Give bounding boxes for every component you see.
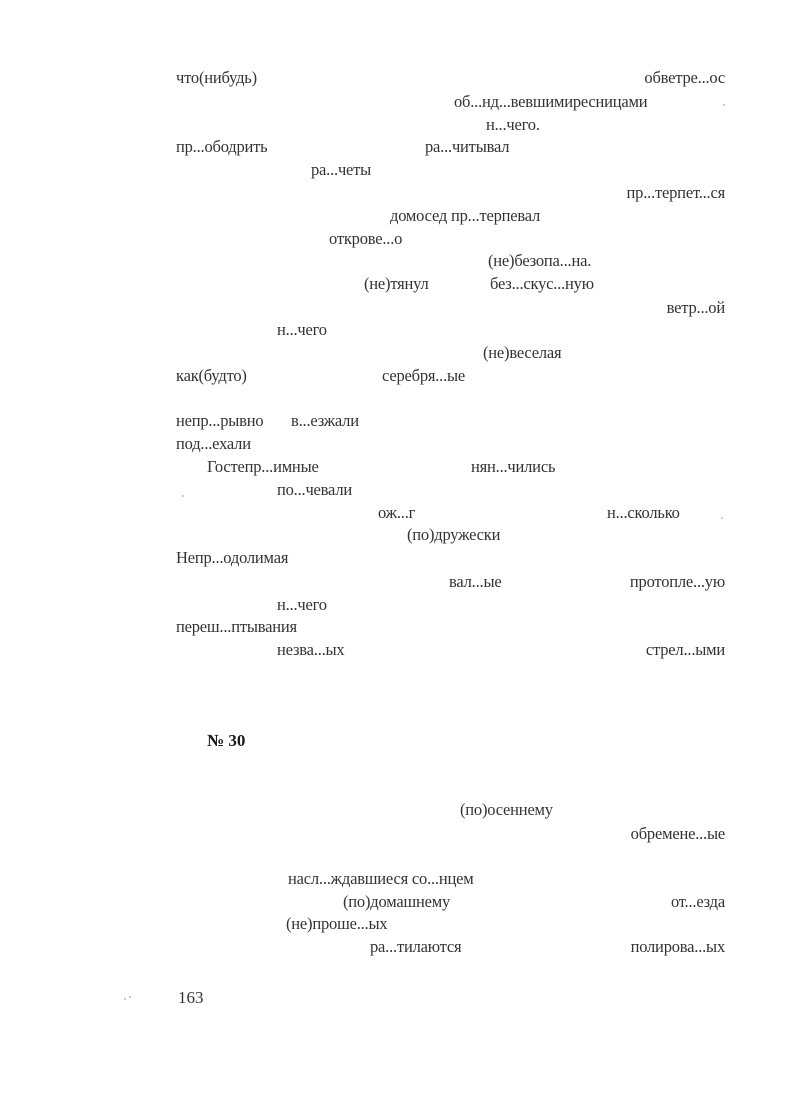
word: (не)тянул xyxy=(364,274,429,293)
word: незва...ых xyxy=(277,640,345,659)
word: (по)осеннему xyxy=(460,800,553,819)
word: Гостепр...имные xyxy=(207,457,319,476)
word: нян...чились xyxy=(471,457,556,476)
scan-speck xyxy=(124,998,126,1000)
word: ож...г xyxy=(378,503,416,522)
scan-speck xyxy=(721,517,723,519)
word: (по)дружески xyxy=(407,525,501,544)
page-number: 163 xyxy=(178,988,204,1007)
word: ра...четы xyxy=(311,160,372,179)
word: как(будто) xyxy=(176,366,247,385)
word: непр...рывно xyxy=(176,411,264,430)
scan-speck xyxy=(723,104,725,106)
word: по...чевали xyxy=(277,480,352,499)
section-heading: № 30 xyxy=(207,731,246,750)
word: ра...тилаются xyxy=(370,937,462,956)
word: обветре...ос xyxy=(644,68,725,87)
word: стрел...ыми xyxy=(645,640,725,659)
word: н...чего. xyxy=(486,115,540,134)
word: н...чего xyxy=(277,595,327,614)
word: под...ехали xyxy=(176,434,251,453)
word: серебря...ые xyxy=(382,366,466,385)
word: переш...птывания xyxy=(176,617,297,636)
word: (по)домашнему xyxy=(343,892,451,911)
word: домосед пр...терпевал xyxy=(390,206,541,225)
word: об...нд...вевшимиресницами xyxy=(454,92,648,111)
word: (не)веселая xyxy=(483,343,562,362)
word: пр...ободрить xyxy=(176,137,268,156)
word: н...сколько xyxy=(607,503,680,522)
word: открове...о xyxy=(329,229,403,248)
word: Непр...одолимая xyxy=(176,548,289,567)
word: ветр...ой xyxy=(666,298,725,317)
word: вал...ые xyxy=(449,572,502,591)
word: без...скус...ную xyxy=(490,274,594,293)
word: ра...читывал xyxy=(425,137,510,156)
word: насл...ждавшиеся со...нцем xyxy=(288,869,474,888)
scan-speck xyxy=(182,495,184,497)
word: обремене...ые xyxy=(630,824,725,843)
scan-speck xyxy=(129,996,131,998)
word: полирова...ых xyxy=(630,937,725,956)
word: от...езда xyxy=(670,892,725,911)
word: что(нибудь) xyxy=(176,68,257,87)
word: (не)безопа...на. xyxy=(488,251,592,270)
word: пр...терпет...ся xyxy=(626,183,725,202)
word: в...езжали xyxy=(291,411,359,430)
word: (не)проше...ых xyxy=(286,914,388,933)
word: протопле...ую xyxy=(629,572,725,591)
word: н...чего xyxy=(277,320,327,339)
